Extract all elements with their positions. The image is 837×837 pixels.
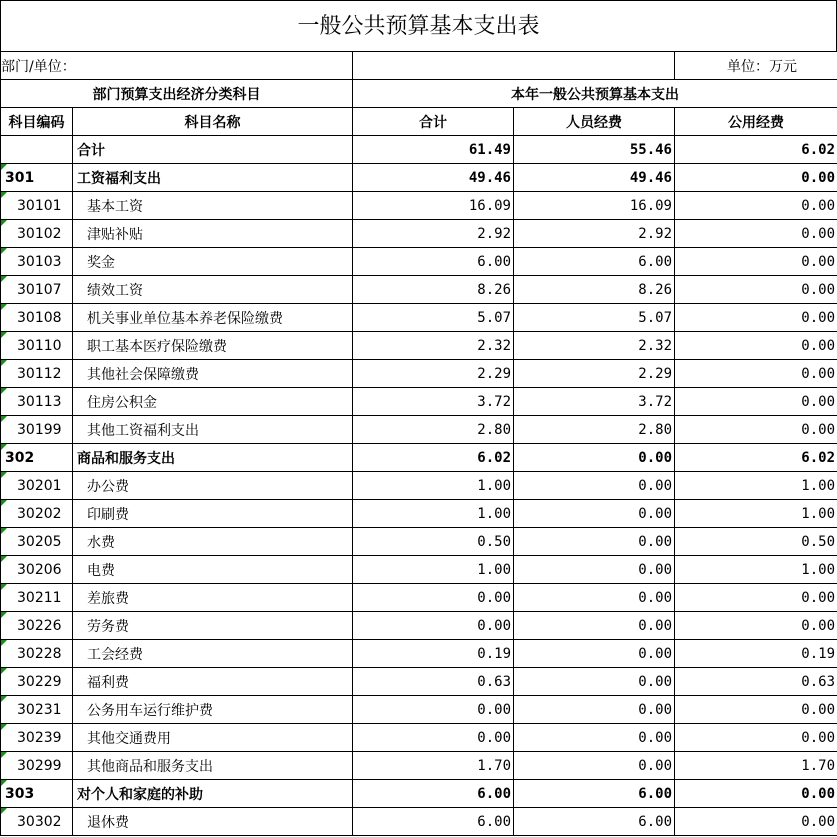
personnel-cell: 0.00: [514, 584, 675, 612]
total-cell: 1.70: [353, 752, 514, 780]
code-cell: 30103: [1, 248, 73, 276]
item-row: [1, 248, 837, 276]
personnel-cell: 3.72: [514, 388, 675, 416]
name-cell: 其他商品和服务支出: [73, 752, 353, 780]
total-cell: 0.19: [353, 640, 514, 668]
public-cell: 0.00: [675, 192, 837, 220]
public-cell: 0.00: [675, 388, 837, 416]
personnel-cell: 2.29: [514, 360, 675, 388]
total-cell: 1.00: [353, 556, 514, 584]
category-group-header: 部门预算支出经济分类科目: [1, 80, 353, 108]
col-name-header: 科目名称: [73, 108, 353, 136]
item-row: [1, 724, 837, 752]
name-cell: 工资福利支出: [73, 164, 353, 192]
total-cell: 0.00: [353, 584, 514, 612]
total-cell: 6.00: [353, 808, 514, 836]
item-row: [1, 388, 837, 416]
item-row: [1, 528, 837, 556]
total-total-cell: 61.49: [353, 136, 514, 164]
item-row: [1, 668, 837, 696]
public-cell: 1.70: [675, 752, 837, 780]
personnel-cell: 6.00: [514, 808, 675, 836]
total-name-cell: 合计: [73, 136, 353, 164]
public-cell: 0.63: [675, 668, 837, 696]
total-cell: 0.00: [353, 696, 514, 724]
code-cell: 30226: [1, 612, 73, 640]
name-cell: 津贴补贴: [73, 220, 353, 248]
personnel-cell: 0.00: [514, 752, 675, 780]
total-cell: 0.00: [353, 724, 514, 752]
item-row: [1, 472, 837, 500]
total-public-cell: 6.02: [675, 136, 837, 164]
total-cell: 0.00: [353, 612, 514, 640]
code-cell: 30110: [1, 332, 73, 360]
item-row: [1, 612, 837, 640]
column-header-row: [1, 108, 837, 136]
public-cell: 1.00: [675, 500, 837, 528]
name-cell: 福利费: [73, 668, 353, 696]
personnel-cell: 0.00: [514, 724, 675, 752]
code-cell: 302: [1, 444, 73, 472]
name-cell: 绩效工资: [73, 276, 353, 304]
personnel-cell: 2.80: [514, 416, 675, 444]
meta-blank-cell: [353, 52, 675, 80]
item-row: [1, 416, 837, 444]
total-cell: 2.92: [353, 220, 514, 248]
total-cell: 2.32: [353, 332, 514, 360]
public-cell: 0.00: [675, 360, 837, 388]
total-cell: 2.29: [353, 360, 514, 388]
code-cell: 30205: [1, 528, 73, 556]
name-cell: 其他社会保障缴费: [73, 360, 353, 388]
personnel-cell: 0.00: [514, 556, 675, 584]
name-cell: 印刷费: [73, 500, 353, 528]
total-personnel-cell: 55.46: [514, 136, 675, 164]
code-cell: 30107: [1, 276, 73, 304]
code-cell: 30101: [1, 192, 73, 220]
item-row: [1, 220, 837, 248]
personnel-cell: 2.92: [514, 220, 675, 248]
meta-row: [1, 52, 837, 80]
total-cell: 0.63: [353, 668, 514, 696]
item-row: [1, 500, 837, 528]
public-cell: 0.00: [675, 304, 837, 332]
public-cell: 1.00: [675, 472, 837, 500]
col-public-header: 公用经费: [675, 108, 837, 136]
name-cell: 机关事业单位基本养老保险缴费: [73, 304, 353, 332]
expenditure-table: [0, 51, 837, 836]
public-cell: 0.00: [675, 612, 837, 640]
code-cell: 30228: [1, 640, 73, 668]
total-cell: 8.26: [353, 276, 514, 304]
name-cell: 对个人和家庭的补助: [73, 780, 353, 808]
public-cell: 0.00: [675, 696, 837, 724]
personnel-cell: 49.46: [514, 164, 675, 192]
personnel-cell: 0.00: [514, 668, 675, 696]
total-cell: 16.09: [353, 192, 514, 220]
total-cell: 49.46: [353, 164, 514, 192]
budget-group-header: 本年一般公共预算基本支出: [353, 80, 837, 108]
name-cell: 工会经费: [73, 640, 353, 668]
category-row: [1, 780, 837, 808]
public-cell: 0.00: [675, 332, 837, 360]
public-cell: 0.00: [675, 808, 837, 836]
public-cell: 6.02: [675, 444, 837, 472]
name-cell: 公务用车运行维护费: [73, 696, 353, 724]
code-cell: 30199: [1, 416, 73, 444]
total-code-cell: [1, 136, 73, 164]
name-cell: 基本工资: [73, 192, 353, 220]
category-row: [1, 444, 837, 472]
name-cell: 其他交通费用: [73, 724, 353, 752]
personnel-cell: 8.26: [514, 276, 675, 304]
name-cell: 奖金: [73, 248, 353, 276]
name-cell: 职工基本医疗保险缴费: [73, 332, 353, 360]
public-cell: 0.00: [675, 220, 837, 248]
code-cell: 30202: [1, 500, 73, 528]
code-cell: 30239: [1, 724, 73, 752]
total-row: [1, 136, 837, 164]
code-cell: 30206: [1, 556, 73, 584]
col-code-header: 科目编码: [1, 108, 73, 136]
code-cell: 30299: [1, 752, 73, 780]
item-row: [1, 192, 837, 220]
public-cell: 0.50: [675, 528, 837, 556]
item-row: [1, 584, 837, 612]
total-cell: 6.00: [353, 248, 514, 276]
personnel-cell: 0.00: [514, 500, 675, 528]
personnel-cell: 16.09: [514, 192, 675, 220]
total-cell: 3.72: [353, 388, 514, 416]
code-cell: 30229: [1, 668, 73, 696]
item-row: [1, 360, 837, 388]
public-cell: 1.00: [675, 556, 837, 584]
personnel-cell: 0.00: [514, 444, 675, 472]
name-cell: 商品和服务支出: [73, 444, 353, 472]
public-cell: 0.00: [675, 416, 837, 444]
dept-label: 部门/单位：: [1, 52, 353, 80]
name-cell: 劳务费: [73, 612, 353, 640]
code-cell: 301: [1, 164, 73, 192]
category-row: [1, 164, 837, 192]
code-cell: 303: [1, 780, 73, 808]
code-cell: 30113: [1, 388, 73, 416]
public-cell: 0.00: [675, 164, 837, 192]
name-cell: 住房公积金: [73, 388, 353, 416]
item-row: [1, 808, 837, 836]
group-header-row: [1, 80, 837, 108]
item-row: [1, 752, 837, 780]
name-cell: 其他工资福利支出: [73, 416, 353, 444]
public-cell: 0.00: [675, 780, 837, 808]
total-cell: 6.02: [353, 444, 514, 472]
personnel-cell: 2.32: [514, 332, 675, 360]
personnel-cell: 0.00: [514, 472, 675, 500]
code-cell: 30211: [1, 584, 73, 612]
personnel-cell: 5.07: [514, 304, 675, 332]
col-total-header: 合计: [353, 108, 514, 136]
code-cell: 30231: [1, 696, 73, 724]
code-cell: 30302: [1, 808, 73, 836]
public-cell: 0.00: [675, 724, 837, 752]
item-row: [1, 640, 837, 668]
name-cell: 退休费: [73, 808, 353, 836]
total-cell: 1.00: [353, 500, 514, 528]
item-row: [1, 556, 837, 584]
code-cell: 30108: [1, 304, 73, 332]
unit-label: 单位：万元: [675, 52, 837, 80]
personnel-cell: 0.00: [514, 640, 675, 668]
personnel-cell: 0.00: [514, 612, 675, 640]
personnel-cell: 6.00: [514, 248, 675, 276]
total-cell: 5.07: [353, 304, 514, 332]
name-cell: 办公费: [73, 472, 353, 500]
total-cell: 6.00: [353, 780, 514, 808]
total-cell: 0.50: [353, 528, 514, 556]
public-cell: 0.00: [675, 248, 837, 276]
personnel-cell: 6.00: [514, 780, 675, 808]
code-cell: 30201: [1, 472, 73, 500]
name-cell: 水费: [73, 528, 353, 556]
personnel-cell: 0.00: [514, 528, 675, 556]
page-title: 一般公共预算基本支出表: [0, 0, 837, 51]
item-row: [1, 276, 837, 304]
col-personnel-header: 人员经费: [514, 108, 675, 136]
name-cell: 差旅费: [73, 584, 353, 612]
public-cell: 0.00: [675, 584, 837, 612]
public-cell: 0.19: [675, 640, 837, 668]
total-cell: 2.80: [353, 416, 514, 444]
name-cell: 电费: [73, 556, 353, 584]
item-row: [1, 304, 837, 332]
item-row: [1, 332, 837, 360]
total-cell: 1.00: [353, 472, 514, 500]
public-cell: 0.00: [675, 276, 837, 304]
code-cell: 30102: [1, 220, 73, 248]
personnel-cell: 0.00: [514, 696, 675, 724]
item-row: [1, 696, 837, 724]
code-cell: 30112: [1, 360, 73, 388]
